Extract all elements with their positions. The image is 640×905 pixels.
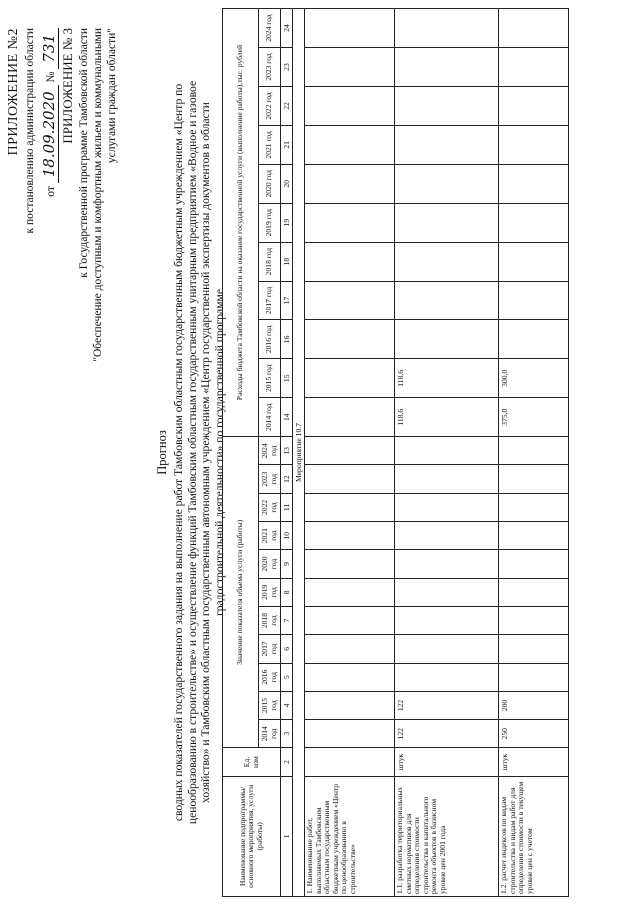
column-number: 13 — [281, 437, 293, 465]
row-unit: штук — [499, 748, 569, 776]
table-row — [499, 9, 569, 897]
budget-year-header: 2022 год — [259, 87, 281, 126]
decree-number-label: № — [45, 71, 57, 83]
budget-2014: 118,6 — [395, 398, 499, 437]
budget-year-header: 2019 год — [259, 203, 281, 242]
volume-year-header: 2021 год — [259, 522, 281, 550]
title-line1: сводных показателей государственного задания на выполнение работ Тамбовским областным государственным бюджетным учреждением «Центр по — [171, 83, 185, 822]
column-number: 4 — [281, 691, 293, 719]
document-title — [156, 30, 227, 875]
volume-year-header: 2015 год — [259, 691, 281, 719]
event-label: Мероприятие 10.7 — [293, 9, 305, 897]
budget-year-header: 2020 год — [259, 164, 281, 203]
forecast-table — [222, 8, 569, 897]
budget-2015: 300,0 — [499, 359, 569, 398]
column-number: 6 — [281, 635, 293, 663]
column-number: 24 — [281, 9, 293, 48]
row-name: 1.1. разработка территориальных сметных нормативов для определения стоимости строительства и капитального ремонта объектов в базисном уровне цен 2001 года — [395, 776, 499, 896]
column-number: 7 — [281, 606, 293, 634]
budget-2015: 118,6 — [395, 359, 499, 398]
column-number: 5 — [281, 663, 293, 691]
volume-year-header: 2022 год — [259, 493, 281, 521]
row-name: 1. Наименование работ, выполняемых Тамбовским областным государственным бюджетным учреждением «Центр по ценообразованию в строительстве» — [305, 776, 395, 896]
column-number: 19 — [281, 203, 293, 242]
volume-year-header: 2020 год — [259, 550, 281, 578]
row-name: 1.2. расчет индексов по видам строительства и видам работ для определения стоимости в текущем уровне цен с учетом — [499, 776, 569, 896]
decree-number: 731 — [40, 28, 59, 69]
budget-year-header: 2024 год — [259, 9, 281, 48]
volume-year-header: 2023 год — [259, 465, 281, 493]
program-ref-line3: услугами граждан области" — [106, 28, 118, 164]
column-number: 21 — [281, 125, 293, 164]
title-word: Прогноз — [155, 430, 169, 475]
program-ref-line1: к Государственной программе Тамбовской области — [78, 28, 90, 278]
program-ref-line2: "Обеспечение доступным и комфортным жильем и коммунальными — [92, 28, 104, 362]
decree-date: 18.09.2020 — [40, 85, 59, 183]
budget-year-header: 2017 год — [259, 281, 281, 320]
appendix-3-title: ПРИЛОЖЕНИЕ № 3 — [60, 28, 75, 144]
column-number: 11 — [281, 493, 293, 521]
column-number: 3 — [281, 720, 293, 748]
column-number: 22 — [281, 87, 293, 126]
event-row — [293, 9, 305, 897]
header-unit-column: Ед. изм — [223, 748, 281, 776]
budget-year-header: 2021 год — [259, 125, 281, 164]
column-number-row — [281, 9, 293, 897]
column-number: 14 — [281, 398, 293, 437]
volume-2014: 250 — [499, 720, 569, 748]
volume-year-header: 2017 год — [259, 635, 281, 663]
column-number: 18 — [281, 242, 293, 281]
title-line4: градостроительной деятельности» по государственной программе — [213, 288, 227, 617]
column-number: 2 — [281, 748, 293, 776]
decree-date-number — [40, 28, 58, 197]
title-line2: ценообразованию в строительстве» и осуществление функций Тамбовским областным государственным унитарным предприятием «Водное и газовое — [185, 80, 199, 825]
decree-from-label: от — [45, 186, 57, 197]
budget-year-header: 2016 год — [259, 320, 281, 359]
header-budget-group: Расходы бюджета Тамбовской области на оказание государственной услуги (выполнение работы),тыс. рублей — [223, 9, 259, 437]
budget-year-header: 2014 год — [259, 398, 281, 437]
column-number: 20 — [281, 164, 293, 203]
column-number: 23 — [281, 48, 293, 87]
volume-year-header: 2019 год — [259, 578, 281, 606]
row-unit: штук — [395, 748, 499, 776]
budget-year-header: 2015 год — [259, 359, 281, 398]
title-line3: хозяйство» и Тамбовским областным государственным автономным учреждением «Центр государственной экспертизы документов в области — [199, 102, 213, 803]
budget-2014: 375,0 — [499, 398, 569, 437]
appendix-2-title: ПРИЛОЖЕНИЕ №2 — [6, 28, 21, 156]
volume-year-header: 2016 год — [259, 663, 281, 691]
volume-year-header: 2018 год — [259, 606, 281, 634]
volume-year-header: 2024 год — [259, 437, 281, 465]
decree-reference: к постановлению администрации области — [24, 28, 36, 234]
volume-2015: 122 — [395, 691, 499, 719]
column-number: 8 — [281, 578, 293, 606]
column-number: 9 — [281, 550, 293, 578]
column-number: 10 — [281, 522, 293, 550]
column-number: 1 — [281, 776, 293, 896]
budget-year-header: 2023 год — [259, 48, 281, 87]
column-number: 17 — [281, 281, 293, 320]
column-number: 12 — [281, 465, 293, 493]
column-number: 15 — [281, 359, 293, 398]
volume-2014: 122 — [395, 720, 499, 748]
column-number: 16 — [281, 320, 293, 359]
volume-year-header: 2014 год — [259, 720, 281, 748]
header-volume-group: Значение показателя объема услуги (работы) — [223, 437, 259, 748]
table-row — [305, 9, 395, 897]
budget-year-header: 2018 год — [259, 242, 281, 281]
table-row — [395, 9, 499, 897]
header-name-column: Наименование подпрограммы/ основного мероприятия, услуги (работы) — [223, 776, 281, 896]
volume-2015: 200 — [499, 691, 569, 719]
